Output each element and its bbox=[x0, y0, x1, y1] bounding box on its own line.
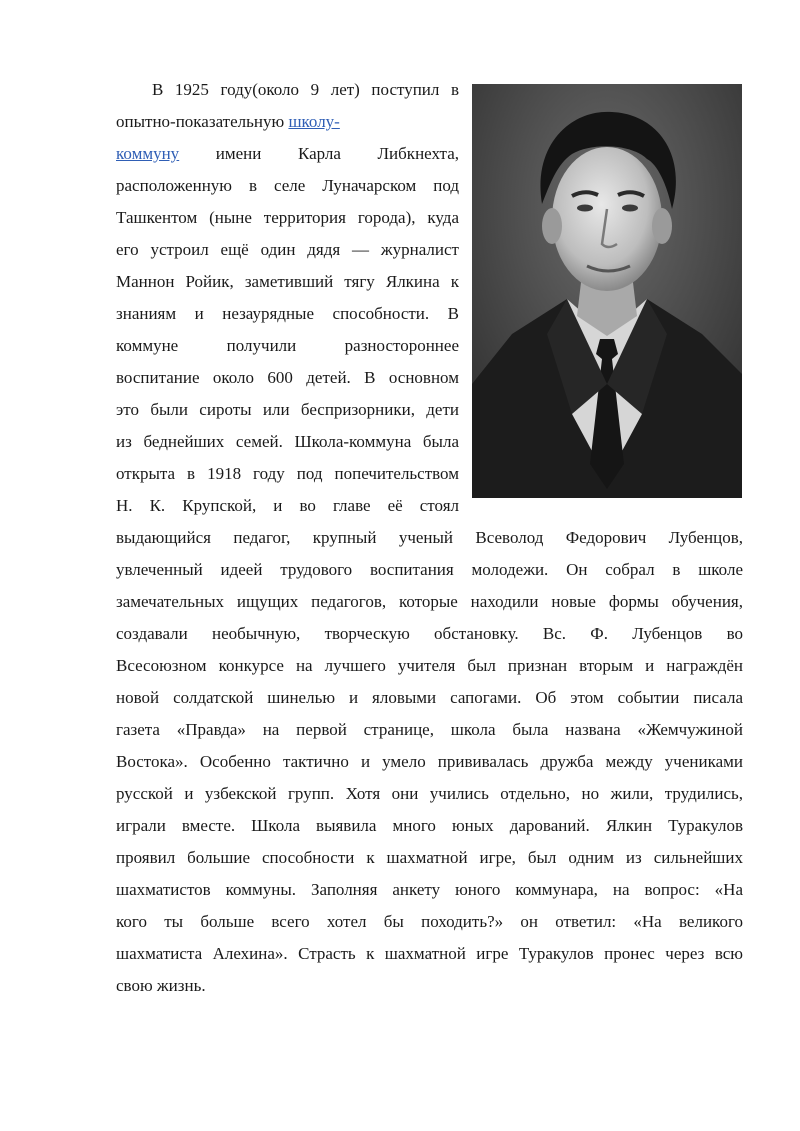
text-line: открыта в 1918 году под попечительством bbox=[116, 464, 459, 483]
text-line: свою жизнь. bbox=[116, 976, 206, 995]
text-line: Востока». Особенно тактично и умело прививалась дружба между учениками bbox=[116, 752, 743, 771]
text-line: кого ты больше всего хотел бы походить?» он ответил: «На великого bbox=[116, 912, 743, 931]
school-commune-link[interactable]: коммуну bbox=[116, 144, 180, 163]
text-line: создавали необычную, творческую обстановку. Вс. Ф. Лубенцов во bbox=[116, 624, 743, 643]
text-line: Всесоюзном конкурсе на лучшего учителя был признан вторым и награждён bbox=[116, 656, 743, 675]
text-line: увлеченный идеей трудового воспитания молодежи. Он собрал в школе bbox=[116, 560, 743, 579]
text-line: его устроил ещё один дядя — журналист bbox=[116, 240, 459, 259]
text-line: Н. К. Крупской, и во главе её стоял bbox=[116, 496, 459, 515]
text-line: выдающийся педагог, крупный ученый Всеволод Федорович Лубенцов, bbox=[116, 528, 743, 547]
text-line: знаниям и незаурядные способности. В bbox=[116, 304, 459, 323]
text-line: замечательных ищущих педагогов, которые находили новые формы обучения, bbox=[116, 592, 743, 611]
body-text bbox=[116, 74, 743, 1002]
text-line: шахматиста Алехина». Страсть к шахматной игре Туракулов пронес через всю bbox=[116, 944, 743, 963]
text-line: играли вместе. Школа выявила много юных дарований. Ялкин Туракулов bbox=[116, 816, 743, 835]
text-line: коммуне получили разностороннее bbox=[116, 336, 459, 355]
text-line: проявил большие способности к шахматной игре, был одним из сильнейших bbox=[116, 848, 743, 867]
text-line: это были сироты или беспризорники, дети bbox=[116, 400, 459, 419]
text-line: Маннон Ройик, заметивший тягу Ялкина к bbox=[116, 272, 459, 291]
text-line: расположенную в селе Луначарском под bbox=[116, 176, 459, 195]
text-line: русской и узбекской групп. Хотя они учились отдельно, но жили, трудились, bbox=[116, 784, 743, 803]
text-line: газета «Правда» на первой странице, школа была названа «Жемчужиной bbox=[116, 720, 743, 739]
text-line: шахматистов коммуны. Заполняя анкету юного коммунара, на вопрос: «На bbox=[116, 880, 743, 899]
school-commune-link[interactable]: школу- bbox=[288, 112, 340, 131]
text-segment: имени Карла Либкнехта, bbox=[179, 144, 459, 163]
text-line bbox=[116, 106, 459, 138]
text-line: из беднейших семей. Школа-коммуна была bbox=[116, 432, 459, 451]
text-line: Ташкентом (ныне территория города), куда bbox=[116, 208, 459, 227]
text-line bbox=[116, 138, 459, 170]
text-segment: опытно-показательную bbox=[116, 112, 289, 131]
text-line: новой солдатской шинелью и яловыми сапогами. Об этом событии писала bbox=[116, 688, 743, 707]
text-line: В 1925 году(около 9 лет) поступил в bbox=[152, 80, 459, 99]
text-line: воспитание около 600 детей. В основном bbox=[116, 368, 459, 387]
